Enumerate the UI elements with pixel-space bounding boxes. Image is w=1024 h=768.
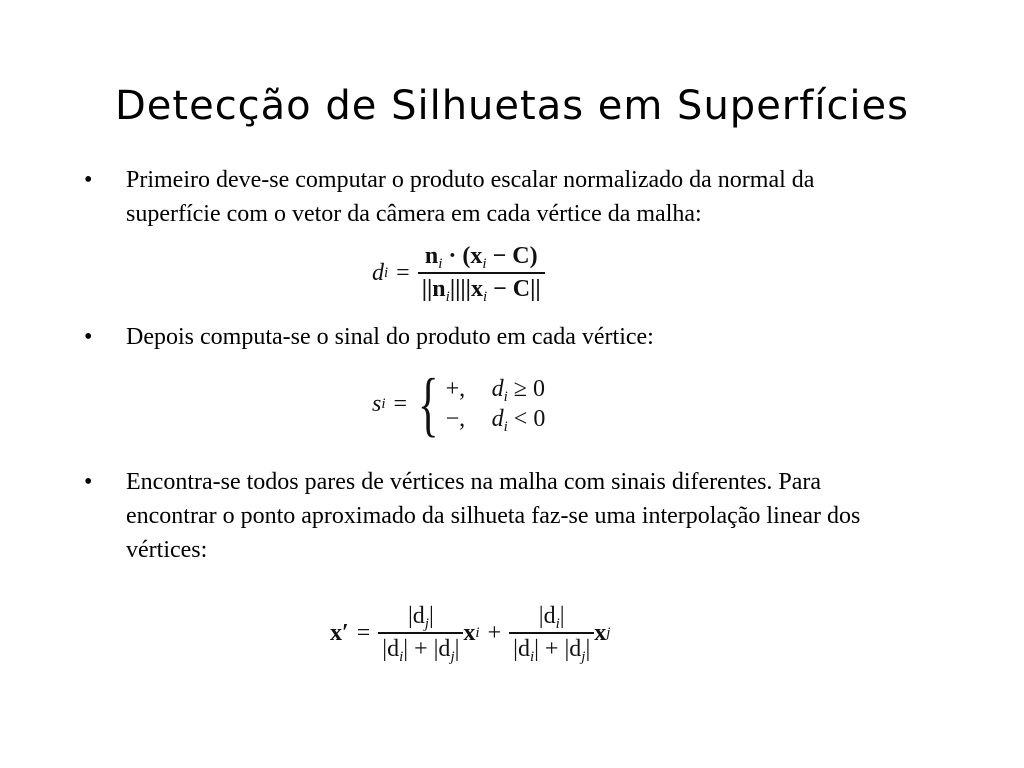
bullet-text: Primeiro deve-se computar o produto escalar normalizado da normal da superfície com o vetor da câmera em cada vértice da malha: [126,167,815,227]
slide-title: Detecção de Silhuetas em Superfícies [114,83,909,129]
fraction-denominator: $|d_i| + |d_j|$ [378,632,463,663]
case-row-positive: +, $d_i \ge 0$ [445,376,545,405]
fraction-numerator: $n_i \cdot (x_i - C)$ [424,243,538,272]
fraction-1 [378,603,463,663]
bullet-item-2 [84,320,884,354]
equals-sign: = [356,619,371,646]
bullet-item-3 [84,465,884,567]
formula-linear-interpolation: x′ = $\frac{|d_j|}{|d_i| + |d_j|}$ x i + $\frac{|d_i|}{|d_i| + |d_j|}$ x j [330,603,611,665]
equals-sign: = [396,259,410,286]
bullet-text: Depois computa-se o sinal do produto em cada vértice: [126,324,654,350]
cases [446,374,546,434]
formula-sign-cases: s i = { +, $d_i \ge 0$ −, $d_i < 0$ [372,364,546,444]
equals-sign: = [393,390,408,417]
vector-term-2: x [594,619,607,646]
fraction [418,243,545,303]
fraction-numerator: $|d_j|$ [407,603,434,632]
fraction-numerator: $|d_i|$ [538,603,565,632]
fraction-denominator: $||n_i||||x_i - C||$ [418,272,545,303]
formula-lhs: s [372,390,382,417]
formula-lhs: x′ [330,619,349,646]
vector-term-1: x [463,619,476,646]
fraction-2 [509,603,594,663]
left-brace: { [417,364,439,444]
formula-normalized-dot-product: d i = $\frac{n_i \cdot (x_i - C)}{||n_i||||x_i - C||}$ [372,240,592,306]
case-row-negative: −, $d_i < 0$ [445,406,546,435]
bullet-marker: • [84,469,93,495]
fraction-denominator: $|d_i| + |d_j|$ [509,632,594,663]
bullet-marker: • [84,167,93,193]
bullet-text: Encontra-se todos pares de vértices na malha com sinais diferentes. Para encontrar o ponto aproximado da silhueta faz-se uma interpolação linear dos vértices: [126,469,861,563]
plus-sign: + [487,619,502,646]
bullet-item-1 [84,163,884,231]
formula-lhs: d [372,259,384,286]
bullet-marker: • [84,324,93,350]
